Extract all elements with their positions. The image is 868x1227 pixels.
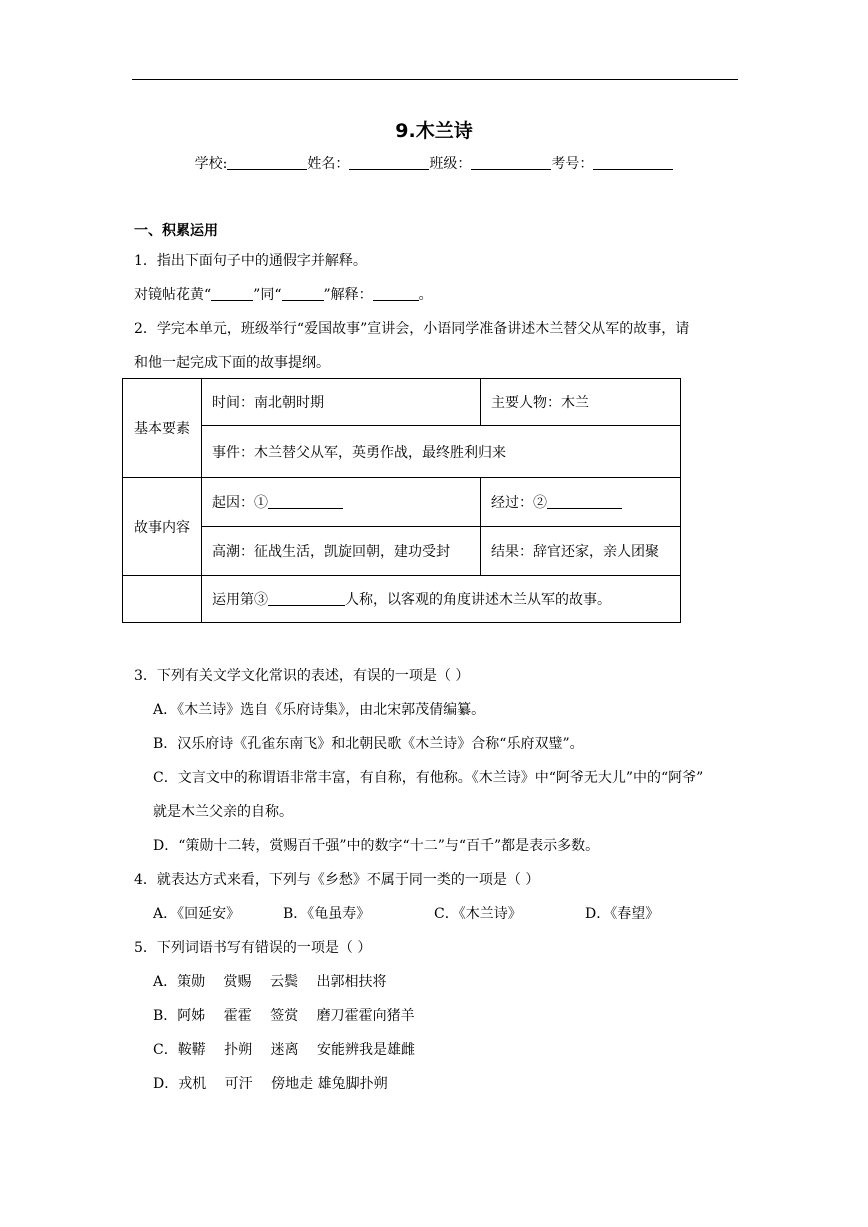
process-cell	[481, 478, 681, 527]
q5-option-d[interactable]: D．戎机 可汗 傍地走 雄兔脚扑朔	[153, 1076, 388, 1092]
q5-option-b[interactable]: B．阿姊 霍霍 签赏 磨刀霍霍向猪羊	[153, 1008, 415, 1024]
main-character-cell: 主要人物：木兰	[481, 379, 681, 426]
climax-cell: 高潮：征战生活，凯旋回朝，建功受封	[202, 527, 481, 576]
q5-option-c[interactable]: C．鞍鞯 扑朔 迷离 安能辨我是雄雌	[153, 1042, 416, 1058]
q1-blank-2[interactable]	[282, 286, 324, 301]
q3-option-b[interactable]: B．汉乐府诗《孔雀东南飞》和北朝民歌《木兰诗》合称“乐府双璧”。	[153, 736, 584, 752]
q4-option-d[interactable]: D．《春望》	[585, 906, 660, 922]
q2-stem-line2: 和他一起完成下面的故事提纲。	[134, 355, 330, 371]
time-cell: 时间：南北朝时期	[202, 379, 481, 426]
q5-stem: 5．下列词语书写有错误的一项是（ ）	[134, 940, 372, 956]
cause-label: 起因：①	[212, 495, 268, 511]
page-title: 9.木兰诗	[395, 120, 473, 142]
student-info-row	[0, 153, 868, 173]
q4-option-c[interactable]: C．《木兰诗》	[434, 906, 522, 922]
q3-option-c-line2: 就是木兰父亲的自称。	[153, 804, 293, 820]
q3-stem: 3．下列有关文学文化常识的表述，有误的一项是（ ）	[134, 668, 470, 684]
process-blank[interactable]	[547, 494, 622, 509]
person-label-a: 运用第③	[212, 592, 268, 608]
q3-option-d[interactable]: D．“策勋十二转，赏赐百千强”中的数字“十二”与“百千”都是表示多数。	[153, 838, 600, 854]
q1-text-1: 对镜帖花黄“	[134, 287, 212, 303]
q4-option-a[interactable]: A．《回延安》	[153, 906, 241, 922]
q2-stem-line1: 2．学完本单元，班级举行“爱国故事”宣讲会，小语同学准备讲述木兰替父从军的故事，请	[134, 321, 690, 337]
cause-cell	[202, 478, 481, 527]
class-blank[interactable]	[471, 155, 551, 170]
q1-blank-1[interactable]	[211, 286, 253, 301]
q1-text-4: 。	[418, 287, 433, 303]
q4-option-b[interactable]: B．《龟虽寿》	[283, 906, 371, 922]
process-label: 经过：②	[491, 495, 547, 511]
q3-option-c-line1[interactable]: C．文言文中的称谓语非常丰富，有自称，有他称。《木兰诗》中“阿爷无大儿”中的“阿爷”	[153, 770, 704, 786]
cause-blank[interactable]	[268, 494, 343, 509]
section-heading: 一、积累运用	[134, 223, 218, 239]
name-blank[interactable]	[349, 155, 429, 170]
person-blank[interactable]	[268, 591, 345, 606]
basic-elements-label: 基本要素	[123, 379, 202, 478]
person-cell	[202, 576, 681, 623]
q3-option-a[interactable]: A．《木兰诗》选自《乐府诗集》，由北宋郭茂倩编纂。	[153, 702, 486, 718]
empty-label-cell	[123, 576, 202, 623]
q1-stem: 1．指出下面句子中的通假字并解释。	[134, 253, 367, 269]
q4-stem: 4．就表达方式来看，下列与《乡愁》不属于同一类的一项是（ ）	[134, 872, 540, 888]
exam-no-label: 考号：	[551, 156, 594, 172]
school-label: 学校:	[194, 156, 228, 172]
story-content-label: 故事内容	[123, 478, 202, 576]
event-cell: 事件：木兰替父从军，英勇作战，最终胜利归来	[202, 426, 681, 478]
q4-options	[153, 904, 659, 924]
school-blank[interactable]	[227, 155, 307, 170]
header-rule	[132, 79, 738, 80]
q1-blank-3[interactable]	[373, 286, 419, 301]
q1-fill-line	[134, 285, 433, 305]
exam-no-blank[interactable]	[593, 155, 673, 170]
q1-text-3: ”解释：	[323, 287, 373, 303]
q5-option-a[interactable]: A．策勋 赏赐 云鬓 出郭相扶将	[153, 974, 387, 990]
class-label: 班级：	[429, 156, 472, 172]
name-label: 姓名：	[307, 156, 350, 172]
result-cell: 结果：辞官还家，亲人团聚	[481, 527, 681, 576]
person-label-b: 人称，以客观的角度讲述木兰从军的故事。	[345, 592, 611, 608]
story-outline-table	[122, 378, 681, 623]
q1-text-2: ”同“	[253, 287, 282, 303]
